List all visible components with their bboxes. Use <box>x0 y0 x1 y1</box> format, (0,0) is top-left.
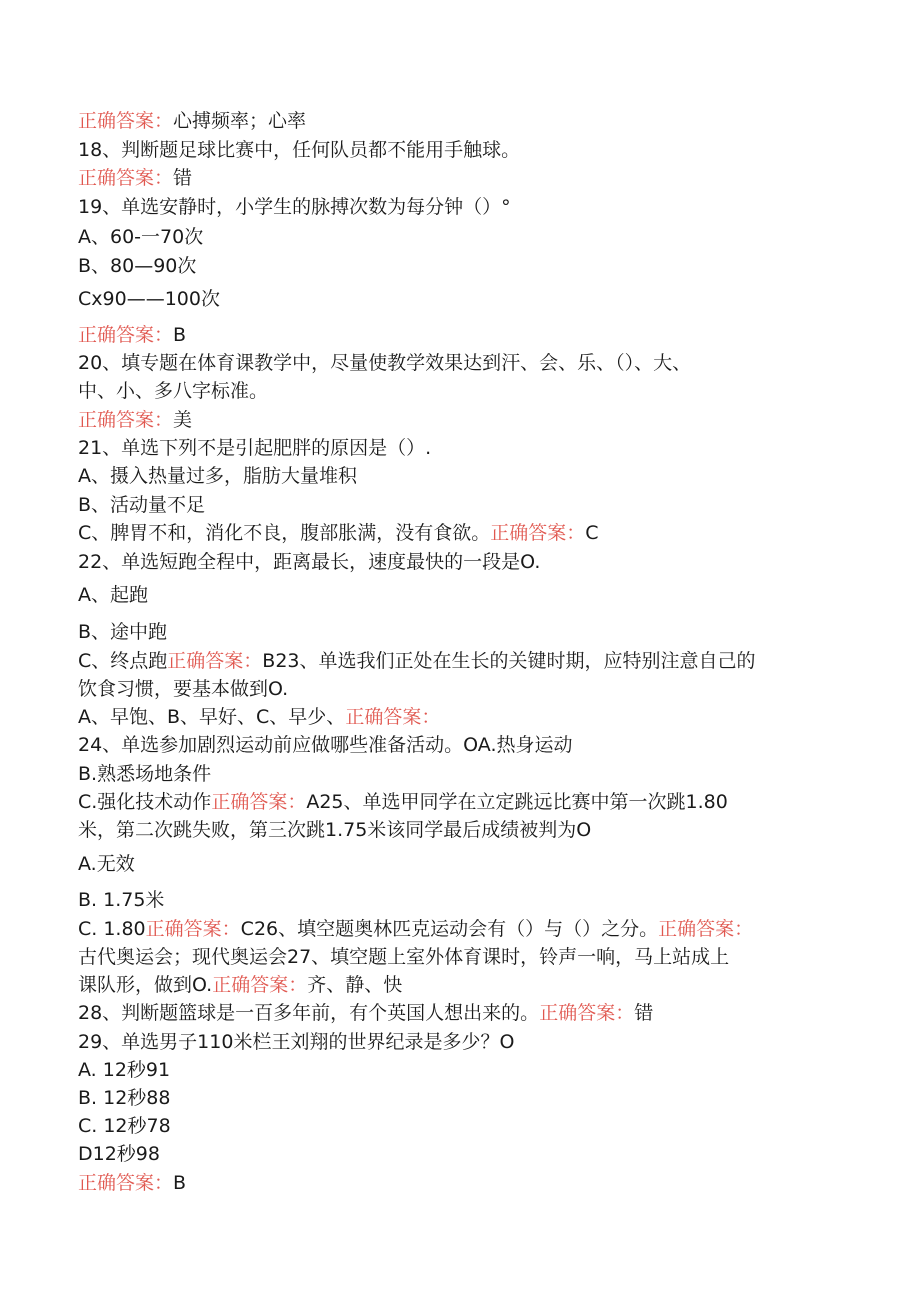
answer-text: 齐、静、快 <box>307 974 403 996</box>
answer-line-18 <box>78 166 192 190</box>
answer-label: 正确答案： <box>211 791 307 813</box>
answer-text: B <box>173 324 187 346</box>
options-23-with-answer <box>78 705 440 729</box>
option-29-b: B. 12秒88 <box>78 1087 171 1109</box>
answer-label: 正确答案： <box>345 706 441 728</box>
answer-text: A25、单选甲同学在立定跳远比赛中第一次跳1.80 <box>306 791 728 813</box>
option-21-b: B、活动量不足 <box>78 494 206 516</box>
option-22-c-with-answer <box>78 649 756 673</box>
option-29-d: D12秒98 <box>78 1143 160 1165</box>
answer-label: 正确答案： <box>212 974 308 996</box>
option-19-b: B、80—90次 <box>78 255 197 277</box>
answer-label: 正确答案： <box>78 110 174 132</box>
option-22-a: A、起跑 <box>78 584 148 606</box>
question-22: 22、单选短跑全程中，距离最长，速度最快的一段是O. <box>78 551 541 573</box>
question-28-with-answer <box>78 1001 653 1025</box>
question-text: 课队形，做到O. <box>78 974 213 996</box>
question-20-line2: 中、小、多八字标准。 <box>78 380 269 402</box>
option-text: A、早饱、B、早好、C、早少、 <box>78 706 346 728</box>
question-25-line2: 米，第二次跳失败，第三次跳1.75米该同学最后成绩被判为O <box>78 819 592 841</box>
answer-text: B <box>173 1172 187 1194</box>
answer-label: 正确答案： <box>78 409 174 431</box>
question-20-line1: 20、填专题在体育课教学中，尽量使教学效果达到汗、会、乐、（）、大、 <box>78 352 692 374</box>
answer-label: 正确答案： <box>167 650 263 672</box>
option-text: C. 1.80 <box>78 918 146 940</box>
answer-line-20 <box>78 408 192 432</box>
question-27-line2-with-answer <box>78 973 402 997</box>
answer-text: 美 <box>173 409 193 431</box>
option-29-a: A. 12秒91 <box>78 1059 171 1081</box>
option-19-a: A、60-一70次 <box>78 226 204 248</box>
option-21-a: A、摄入热量过多，脂肪大量堆积 <box>78 465 357 487</box>
answer-text: C26、填空题奥林匹克运动会有（）与（）之分。 <box>240 918 659 940</box>
answer-label: 正确答案： <box>145 918 241 940</box>
option-25-b: B. 1.75米 <box>78 889 165 911</box>
answer-line-19 <box>78 323 186 347</box>
answer-26-question-27: 古代奥运会；现代奥运会27、填空题上室外体育课时，铃声一响，马上站成上 <box>78 946 730 968</box>
option-19-c: Cx90——100次 <box>78 288 220 310</box>
question-19: 19、单选安静时，小学生的脉搏次数为每分钟（）° <box>78 196 511 218</box>
question-23-line2: 饮食习惯，要基本做到O. <box>78 678 289 700</box>
answer-label: 正确答案： <box>490 522 586 544</box>
answer-label: 正确答案： <box>78 167 174 189</box>
option-text: C.强化技术动作 <box>78 791 212 813</box>
option-22-b: B、途中跑 <box>78 621 168 643</box>
option-text: C、脾胃不和，消化不良，腹部胀满，没有食欲。 <box>78 522 491 544</box>
question-29: 29、单选男子110米栏王刘翔的世界纪录是多少？O <box>78 1031 515 1053</box>
question-18: 18、判断题足球比赛中，任何队员都不能用手触球。 <box>78 139 521 161</box>
answer-text: 错 <box>173 167 193 189</box>
question-24: 24、单选参加剧烈运动前应做哪些准备活动。OA.热身运动 <box>78 734 573 756</box>
answer-label: 正确答案： <box>78 1172 174 1194</box>
question-21: 21、单选下列不是引起肥胖的原因是（）. <box>78 437 432 459</box>
option-24-c-with-answer <box>78 790 728 814</box>
option-29-c: C. 12秒78 <box>78 1115 171 1137</box>
answer-text: C <box>585 522 599 544</box>
option-24-b: B.熟悉场地条件 <box>78 763 212 785</box>
answer-text: 错 <box>634 1002 654 1024</box>
option-25-c-with-answer <box>78 917 753 941</box>
answer-text: B23、单选我们正处在生长的关键时期，应特别注意自己的 <box>262 650 756 672</box>
option-text: C、终点跑 <box>78 650 168 672</box>
answer-label: 正确答案： <box>539 1002 635 1024</box>
answer-line-29 <box>78 1171 186 1195</box>
answer-text: 心搏频率；心率 <box>173 110 307 132</box>
option-21-c-with-answer <box>78 521 599 545</box>
answer-label: 正确答案： <box>78 324 174 346</box>
answer-label: 正确答案： <box>658 918 754 940</box>
answer-line-17 <box>78 109 306 133</box>
option-25-a: A.无效 <box>78 853 135 875</box>
question-text: 28、判断题篮球是一百多年前，有个英国人想出来的。 <box>78 1002 540 1024</box>
